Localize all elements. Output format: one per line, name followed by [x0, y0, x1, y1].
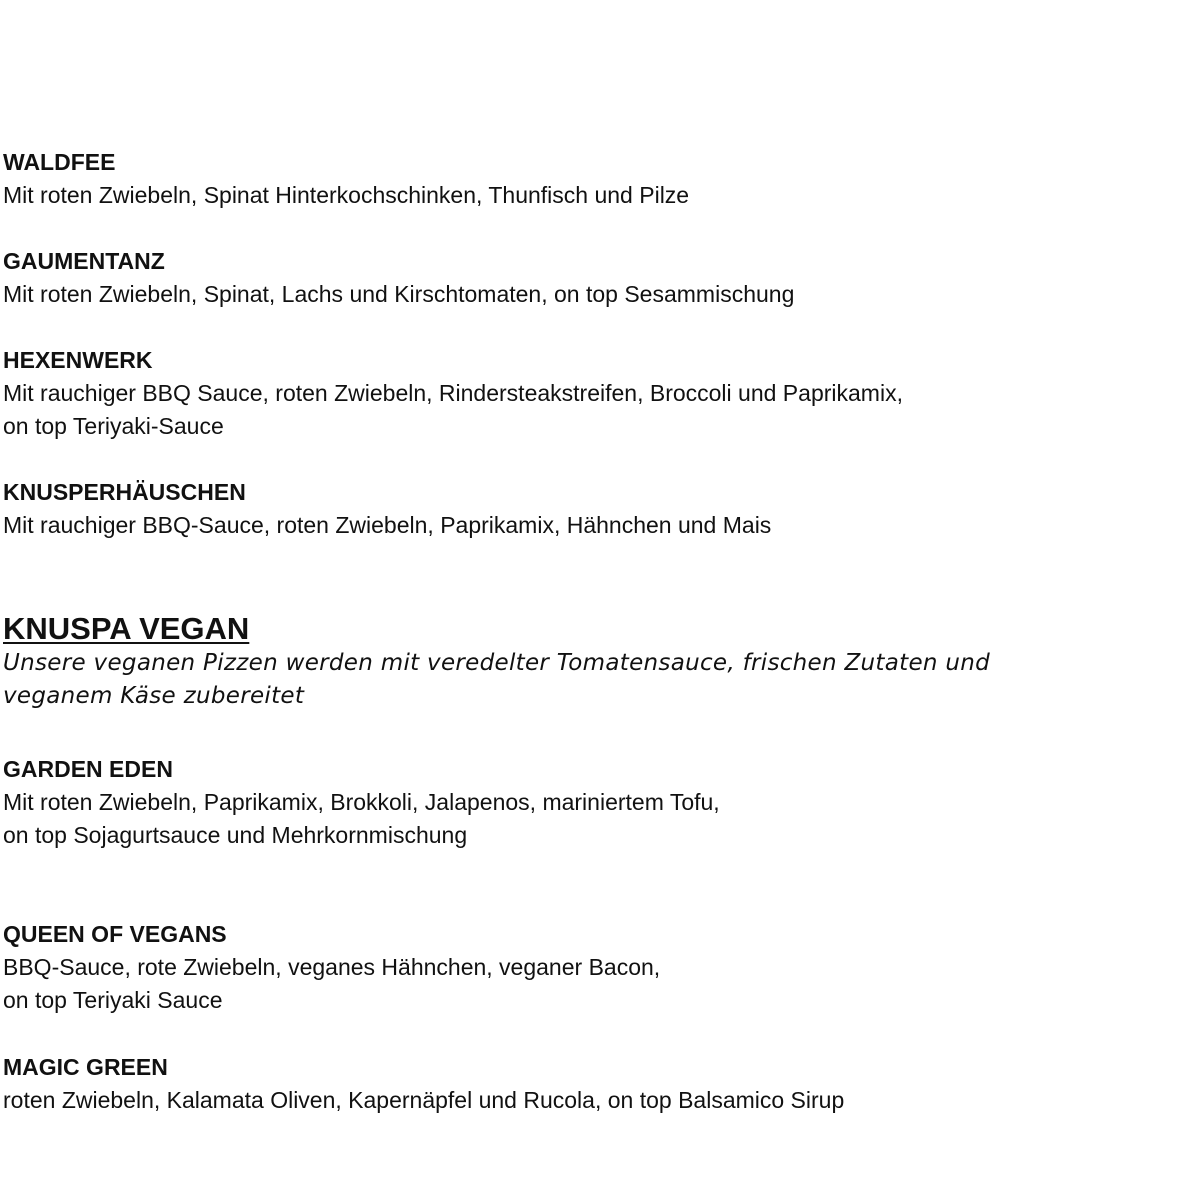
menu-item-title: GARDEN EDEN	[3, 756, 173, 782]
menu-item-description: Mit rauchiger BBQ Sauce, roten Zwiebeln, Rindersteakstreifen, Broccoli und Paprikamix,	[3, 380, 903, 406]
menu-item-hexenwerk	[3, 344, 1183, 443]
menu-item-title: QUEEN OF VEGANS	[3, 921, 227, 947]
menu-item-description: BBQ-Sauce, rote Zwiebeln, veganes Hähnchen, veganer Bacon,	[3, 954, 661, 980]
menu-item-description: Mit roten Zwiebeln, Spinat, Lachs und Kirschtomaten, on top Sesammischung	[3, 281, 795, 307]
menu-item-magic-green	[3, 1051, 1183, 1117]
section-intro: veganem Käse zubereitet	[3, 683, 305, 709]
section-title: KNUSPA VEGAN	[3, 611, 250, 646]
menu-item-queen-of-vegans	[3, 918, 1183, 1017]
menu-item-waldfee	[3, 146, 1183, 212]
menu-item-title: GAUMENTANZ	[3, 248, 165, 274]
menu-item-description: on top Teriyaki-Sauce	[3, 413, 224, 439]
menu-item-garden-eden	[3, 753, 1183, 852]
menu-item-description: Mit roten Zwiebeln, Paprikamix, Brokkoli, Jalapenos, mariniertem Tofu,	[3, 789, 720, 815]
menu-item-title: MAGIC GREEN	[3, 1054, 168, 1080]
menu-item-gaumentanz	[3, 245, 1183, 311]
menu-item-description: on top Sojagurtsauce und Mehrkornmischung	[3, 822, 468, 848]
menu-item-description: roten Zwiebeln, Kalamata Oliven, Kapernäpfel und Rucola, on top Balsamico Sirup	[3, 1087, 845, 1113]
menu-item-description: Mit rauchiger BBQ-Sauce, roten Zwiebeln, Paprikamix, Hähnchen und Mais	[3, 512, 772, 538]
section-vegan	[3, 611, 1183, 713]
menu-item-title: HEXENWERK	[3, 347, 153, 373]
section-intro: Unsere veganen Pizzen werden mit veredelter Tomatensauce, frischen Zutaten und	[3, 650, 991, 676]
menu-item-description: Mit roten Zwiebeln, Spinat Hinterkochschinken, Thunfisch und Pilze	[3, 182, 690, 208]
menu-item-knusperhaeuschen	[3, 476, 1183, 542]
menu-item-title: WALDFEE	[3, 149, 116, 175]
menu-item-title: KNUSPERHÄUSCHEN	[3, 479, 246, 505]
menu-item-description: on top Teriyaki Sauce	[3, 987, 223, 1013]
